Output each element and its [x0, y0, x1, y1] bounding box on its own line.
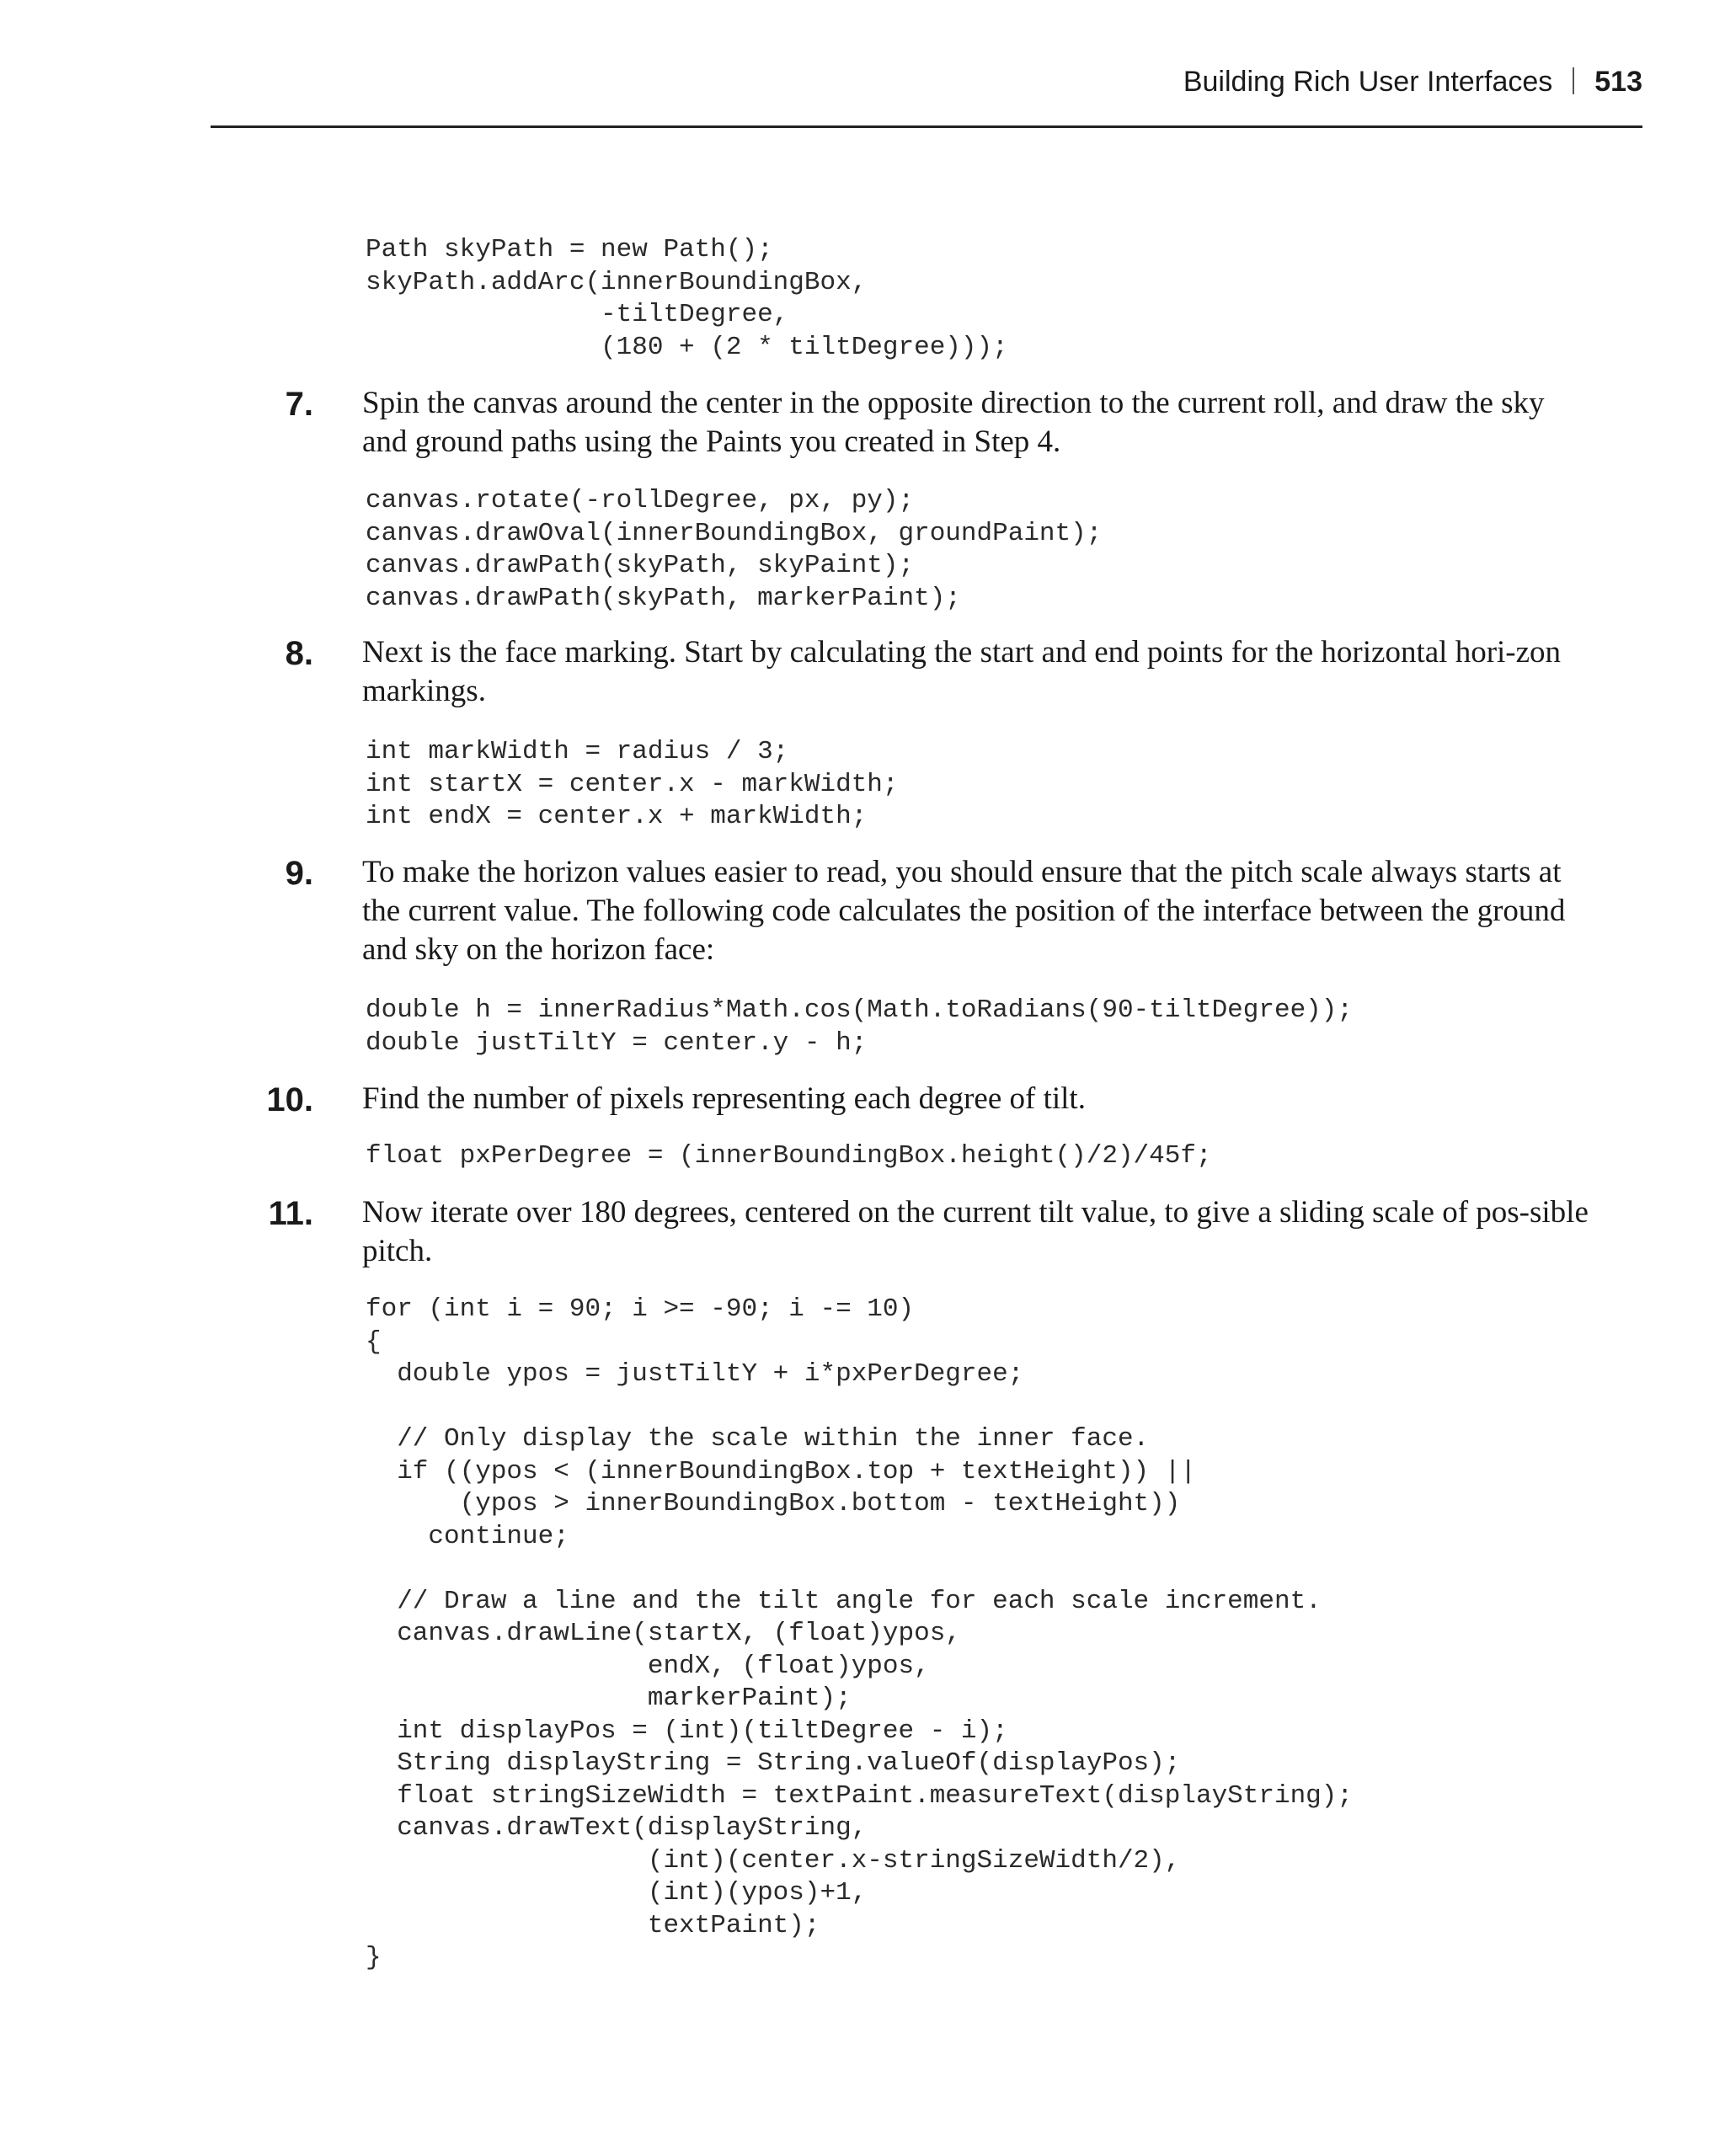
step-text: Next is the face marking. Start by calculating the start and end points for the horizontal hori-zon markings. [362, 635, 1562, 708]
step-text: Find the number of pixels representing each degree of tilt. [362, 1081, 1086, 1116]
step-number: 11. [268, 1195, 313, 1232]
code-block-px-per-degree: float pxPerDegree = (innerBoundingBox.height()/2)/45f; [366, 1141, 1212, 1171]
step-number: 8. [285, 635, 313, 672]
step-text: Now iterate over 180 degrees, centered on the current tilt value, to give a sliding scale of pos-sible pitch. [362, 1195, 1589, 1268]
page-number: 513 [1594, 66, 1642, 98]
header-text [1183, 66, 1642, 99]
code-block-skypath: Path skyPath = new Path(); skyPath.addArc(innerBoundingBox, -tiltDegree, (180 + (2 * tiltDegree))); [366, 235, 1008, 362]
code-block-pitch-loop: for (int i = 90; i >= -90; i -= 10) { double ypos = justTiltY + i*pxPerDegree; // Only display the scale within the inner face. if ((ypos < (innerBoundingBox.top + textHeight)) || (ypos > innerBoundingBox.bottom - textHeight)) continue; // Draw a line and the tilt angle for each scale increment. canvas.drawLine(startX, (float)ypos, endX, (float)ypos, markerPaint); int displayPos = (int)(tiltDegree - i); String displayString = String.valueOf(displayPos); float stringSizeWidth = textPaint.measureText(displayString); canvas.drawText(displayString, (int)(center.x-stringSizeWidth/2), (int)(ypos)+1, textPaint); } [366, 1294, 1353, 1972]
code-block-draw-canvas: canvas.rotate(-rollDegree, px, py); canvas.drawOval(innerBoundingBox, groundPaint); canvas.drawPath(skyPath, skyPaint); canvas.drawPath(skyPath, markerPaint); [366, 486, 1103, 613]
header-rule [211, 125, 1642, 128]
step-number: 7. [285, 386, 313, 423]
step-text: To make the horizon values easier to read, you should ensure that the pitch scale always starts at the current value. The following code calculates the position of the interface between the ground and sky on the horizon face: [362, 855, 1566, 967]
chapter-title: Building Rich User Interfaces [1183, 66, 1553, 98]
header-separator [1573, 67, 1574, 94]
code-block-mark-width: int markWidth = radius / 3; int startX = center.x - markWidth; int endX = center.x + markWidth; [366, 737, 899, 831]
step-text: Spin the canvas around the center in the opposite direction to the current roll, and draw the sky and ground paths using the Paints you created in Step 4. [362, 386, 1545, 459]
step-number: 9. [285, 855, 313, 892]
running-header [211, 61, 1642, 128]
step-number: 10. [266, 1081, 313, 1118]
code-block-tilt-y: double h = innerRadius*Math.cos(Math.toRadians(90-tiltDegree)); double justTiltY = center.y - h; [366, 995, 1353, 1058]
